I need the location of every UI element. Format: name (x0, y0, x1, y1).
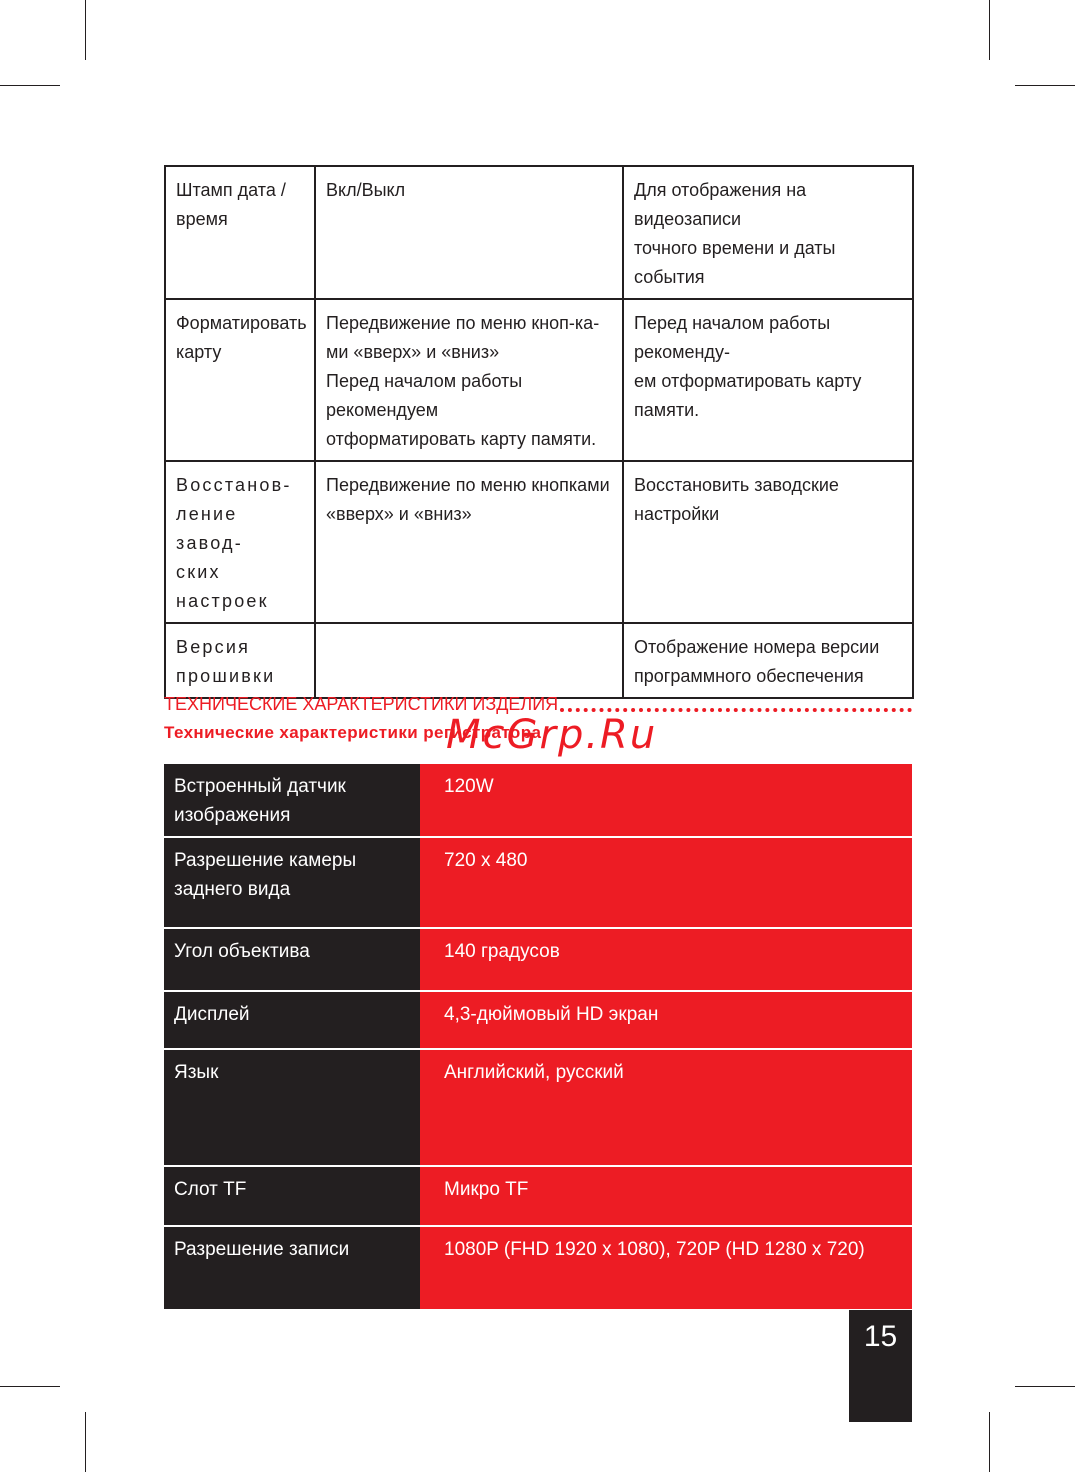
setting-name: Штамп дата / время (165, 166, 315, 299)
table-row (164, 764, 912, 838)
setting-description: Отображение номера версии программного обеспечения (623, 623, 913, 698)
spec-key: Встроенный датчик изображения (164, 764, 420, 836)
crop-mark (1015, 85, 1075, 86)
crop-mark (0, 85, 60, 86)
spec-value: Микро TF (420, 1167, 912, 1225)
settings-table (164, 165, 914, 699)
crop-mark (989, 0, 990, 60)
table-row (164, 929, 912, 992)
setting-description: Для отображения на видеозаписи точного времени и даты события (623, 166, 913, 299)
spec-value: 720 x 480 (420, 838, 912, 927)
crop-mark (85, 0, 86, 60)
specs-table (164, 764, 912, 1309)
section-heading-text: ТЕХНИЧЕСКИЕ ХАРАКТЕРИСТИКИ ИЗДЕЛИЯ (164, 694, 559, 714)
spec-value: Английский, русский (420, 1050, 912, 1165)
setting-description: Восстановить заводские настройки (623, 461, 913, 623)
crop-mark (1015, 1386, 1075, 1387)
table-row (165, 461, 913, 623)
crop-mark (0, 1386, 60, 1387)
table-row (165, 299, 913, 461)
table-row (164, 1167, 912, 1227)
crop-mark (989, 1412, 990, 1472)
setting-options: Передвижение по меню кноп-ка- ми «вверх» и «вниз» Перед началом работы рекомендуем отформатировать карту памяти. (315, 299, 623, 461)
spec-key: Слот TF (164, 1167, 420, 1225)
setting-name: Форматировать карту (165, 299, 315, 461)
table-row (164, 838, 912, 929)
spec-value: 140 градусов (420, 929, 912, 990)
table-row (164, 1050, 912, 1167)
setting-description: Перед началом работы рекоменду- ем отформатировать карту памяти. (623, 299, 913, 461)
spec-key: Разрешение камеры заднего вида (164, 838, 420, 927)
watermark: McGrp.Ru (446, 712, 658, 758)
spec-key: Дисплей (164, 992, 420, 1048)
setting-options (315, 623, 623, 698)
table-row (165, 166, 913, 299)
section-subheading: Технические характеристики регистратора (164, 723, 542, 742)
spec-key: Разрешение записи (164, 1227, 420, 1309)
spec-key: Язык (164, 1050, 420, 1165)
page-number: 15 (849, 1310, 912, 1422)
crop-mark (85, 1412, 86, 1472)
spec-value: 4,3-дюймовый HD экран (420, 992, 912, 1048)
spec-key: Угол объектива (164, 929, 420, 990)
spec-value: 120W (420, 764, 912, 836)
spec-value: 1080P (FHD 1920 x 1080), 720P (HD 1280 x 720) (420, 1227, 912, 1309)
setting-name: Версия прошивки (165, 623, 315, 698)
table-row (164, 1227, 912, 1309)
setting-name: Восстанов- ление завод- ских настроек (165, 461, 315, 623)
setting-options: Передвижение по меню кнопками «вверх» и «вниз» (315, 461, 623, 623)
table-row (165, 623, 913, 698)
setting-options: Вкл/Выкл (315, 166, 623, 299)
table-row (164, 992, 912, 1050)
